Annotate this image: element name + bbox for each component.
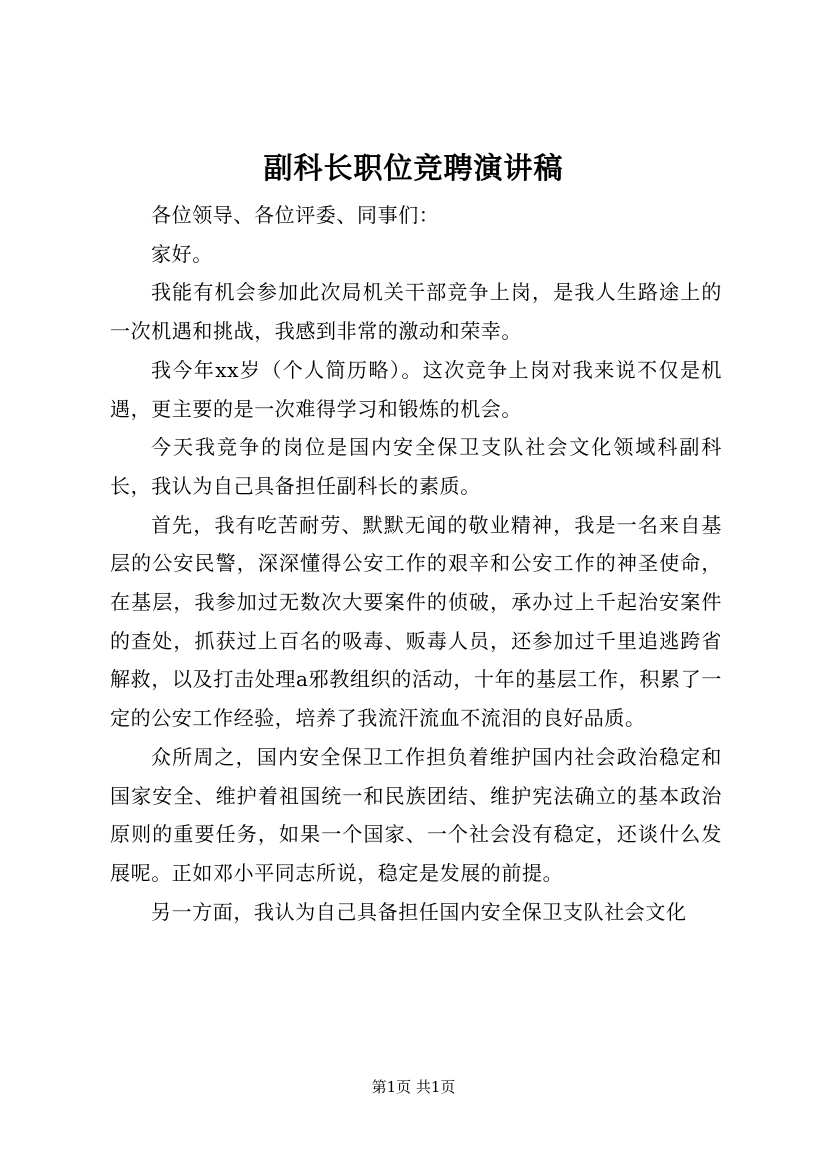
paragraph: 今天我竞争的岗位是国内安全保卫支队社会文化领域科副科长，我认为自己具备担任副科长的素质。 [110,435,722,498]
paragraph: 我能有机会参加此次局机关干部竞争上岗，是我人生路途上的一次机遇和挑战，我感到非常的激动和荣幸。 [110,280,722,344]
paragraph: 各位领导、各位评委、同事们： [151,203,440,227]
paragraph: 另一方面，我认为自己具备担任国内安全保卫支队社会文化 [151,899,687,924]
paragraph: 首先，我有吃苦耐劳、默默无闻的敬业精神，我是一名来自基层的公安民警，深深懂得公安工作的艰辛和公安工作的神圣使命，在基层，我参加过无数次大要案件的侦破，承办过上千起治安案件的查处，抓获过上百名的吸毒、贩毒人员，还参加过千里追逃跨省解救，以及打击处理a邪教组织的活动，十年的基层工作，积累了一定的公安工作经验，培养了我流汗流血不流泪的良好品质。 [110,512,722,731]
paragraph: 众所周之，国内安全保卫工作担负着维护国内社会政治稳定和国家安全、维护着祖国统一和民族团结、维护宪法确立的基本政治原则的重要任务，如果一个国家、一个社会没有稳定，还谈什么发展呢。正如邓小平同志所说，稳定是发展的前提。 [110,744,722,885]
document-title: 副科长职位竞聘演讲稿 [263,151,564,185]
document-body [110,196,722,931]
paragraph: 我今年xx岁（个人简历略）。这次竞争上岗对我来说不仅是机遇，更主要的是一次难得学习和锻炼的机会。 [110,357,722,421]
paragraph: 家好。 [151,241,213,266]
page-footer: 第1页 共1页 [371,1078,456,1096]
